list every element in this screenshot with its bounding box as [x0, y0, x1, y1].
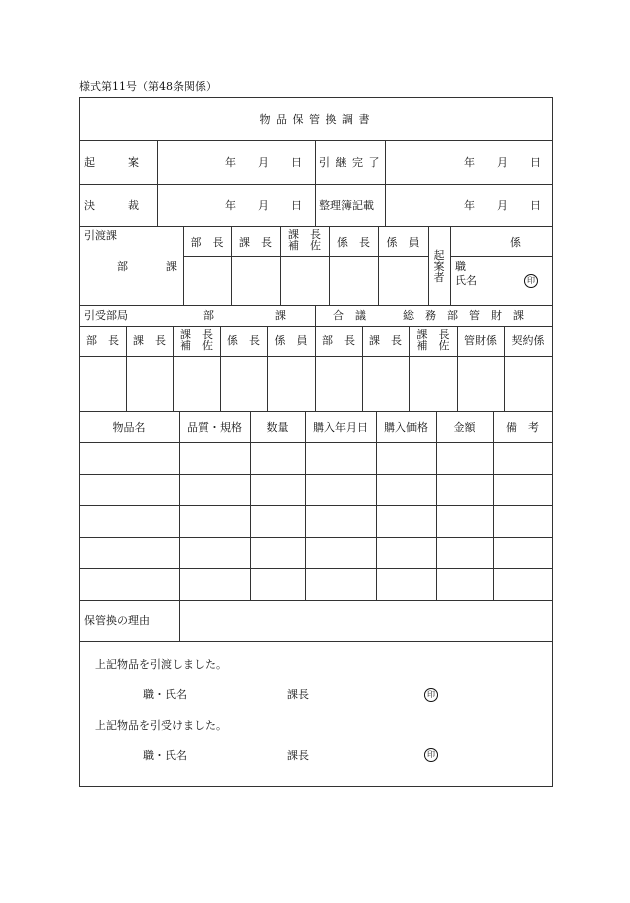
- col-bucho: 部 長: [190, 236, 224, 249]
- hk-col-bucho: 部 長: [86, 334, 119, 347]
- handed-shoku-shimei: 職・氏名: [143, 688, 187, 701]
- rule: [79, 537, 552, 538]
- hikitsugi-label: 引 継 完 了: [319, 156, 381, 169]
- seiri-label: 整理簿記載: [319, 199, 374, 212]
- form-number: 様式第11号（第48条関係）: [79, 80, 217, 93]
- reason-label: 保管換の理由: [84, 614, 150, 627]
- rule: [79, 442, 552, 443]
- sm-col-kacho-hosa: 課 長 補 佐: [416, 328, 450, 352]
- form-title: 物 品 保 管 換 調 書: [259, 113, 371, 126]
- rule: [450, 256, 552, 257]
- rule: [79, 600, 552, 601]
- kessai-label: 決 裁: [84, 199, 139, 212]
- received-shoku-shimei: 職・氏名: [143, 749, 187, 762]
- kiansha-label: 起 案 者: [433, 249, 445, 284]
- sm-col-kanzai: 管財係: [464, 334, 497, 347]
- sm-col-bucho: 部 長: [322, 334, 355, 347]
- rule: [79, 641, 552, 642]
- sm-col-kacho: 課 長: [369, 334, 402, 347]
- rule: [385, 140, 386, 226]
- rule: [450, 226, 451, 305]
- rule: [79, 505, 552, 506]
- received-kacho: 課長: [287, 749, 309, 762]
- rule: [79, 411, 552, 412]
- soumu-label: 総 務 部 管 財 課: [403, 309, 524, 322]
- hikiuke-bu: 部: [203, 309, 214, 322]
- handed-kacho: 課長: [287, 688, 309, 701]
- header-hinshitsu: 品質・規格: [187, 421, 242, 434]
- seiri-date: 年 月 日: [464, 199, 541, 212]
- rule: [436, 411, 437, 600]
- rule: [250, 411, 251, 600]
- hikiwatashi-bu: 部: [117, 260, 128, 273]
- rule: [493, 411, 494, 600]
- hk-col-kacho: 課 長: [133, 334, 166, 347]
- header-hinmei: 物品名: [112, 421, 146, 434]
- kian-label: 起 案: [84, 156, 139, 169]
- hk-col-kakaricho: 係 長: [227, 334, 260, 347]
- hikiuke-ka: 課: [275, 309, 286, 322]
- col-kacho: 課 長: [239, 236, 272, 249]
- kian-date: 年 月 日: [225, 156, 302, 169]
- seal-icon: 印: [524, 274, 538, 288]
- kakari-label: 係: [510, 236, 521, 249]
- hikiuke-dept-label: 引受部局: [84, 309, 128, 322]
- rule: [179, 411, 180, 600]
- received-statement: 上記物品を引受けました。: [95, 719, 227, 732]
- header-kingaku: 金額: [453, 421, 476, 434]
- hk-col-kacho-hosa: 課 長 補 佐: [180, 328, 213, 352]
- handed-statement: 上記物品を引渡しました。: [95, 658, 227, 671]
- header-biko: 備 考: [506, 421, 539, 434]
- rule: [179, 600, 180, 641]
- hikiwatashi-ka: 課: [166, 260, 177, 273]
- col-kakaricho: 係 長: [337, 236, 370, 249]
- header-konyu-kakaku: 購入価格: [384, 421, 428, 434]
- rule: [157, 140, 158, 226]
- rule: [376, 411, 377, 600]
- seal-icon: 印: [424, 688, 438, 702]
- hk-col-kakariin: 係 員: [274, 334, 308, 347]
- rule: [315, 305, 316, 326]
- header-suryo: 数量: [266, 421, 289, 434]
- header-konyu-date: 購入年月日: [313, 421, 368, 434]
- hikiwatashi-dept-label: 引渡課: [84, 229, 117, 242]
- rule: [79, 474, 552, 475]
- seal-icon: 印: [424, 748, 438, 762]
- rule: [79, 226, 552, 227]
- aigi-label: 合 議: [333, 309, 366, 322]
- rule: [79, 568, 552, 569]
- shimei-label: 氏名: [455, 274, 477, 287]
- rule: [305, 411, 306, 600]
- col-kacho-hosa: 課 長 補 佐: [288, 228, 321, 252]
- rule: [183, 256, 428, 257]
- kessai-date: 年 月 日: [225, 199, 302, 212]
- hikitsugi-date: 年 月 日: [464, 156, 541, 169]
- sm-col-keiyaku: 契約係: [511, 334, 545, 347]
- col-kakariin: 係 員: [386, 236, 420, 249]
- rule: [315, 140, 316, 226]
- shoku-label: 職: [455, 260, 466, 273]
